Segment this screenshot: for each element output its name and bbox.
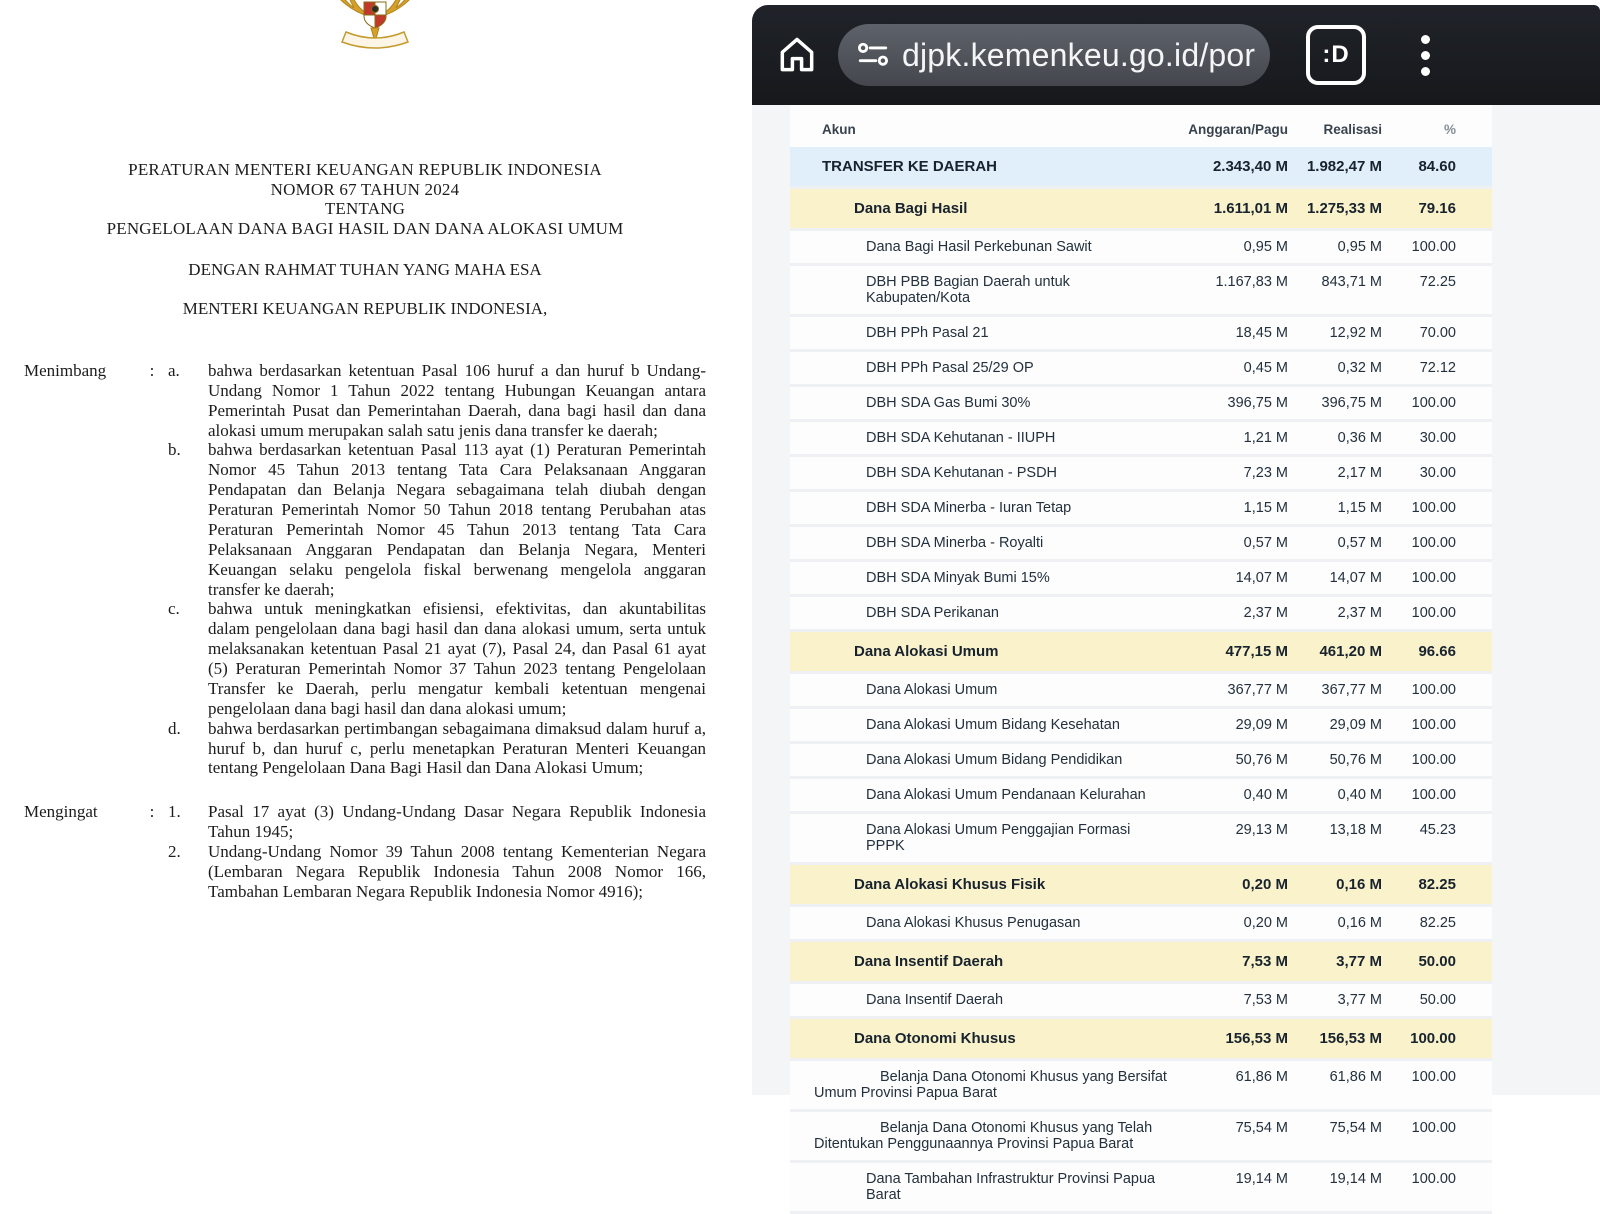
row-pct-value: 100.00 [1411, 500, 1456, 516]
table-row[interactable] [790, 942, 1492, 984]
clause-item [168, 802, 706, 842]
invocation-line: DENGAN RAHMAT TUHAN YANG MAHA ESA [188, 259, 542, 279]
table-row[interactable] [790, 387, 1492, 422]
table-row[interactable] [790, 562, 1492, 597]
row-pct-value: 84.60 [1418, 158, 1456, 175]
row-realisasi-value: 1,15 M [1337, 500, 1382, 516]
row-anggaran-value: 61,86 M [1235, 1069, 1288, 1085]
browser-menu-button[interactable] [1410, 27, 1440, 83]
clause-item [168, 361, 706, 441]
table-row[interactable] [790, 1112, 1492, 1163]
row-account-label: Dana Alokasi Umum [854, 643, 999, 660]
row-account-label: DBH PPh Pasal 21 [866, 325, 989, 341]
table-row[interactable] [790, 597, 1492, 632]
row-pct-value: 100.00 [1411, 239, 1456, 255]
row-account-label: Dana Alokasi Khusus Fisik [854, 876, 1046, 893]
row-anggaran-value: 7,23 M [1243, 465, 1288, 481]
row-pct-value: 100.00 [1411, 1069, 1456, 1085]
table-row[interactable] [790, 1019, 1492, 1061]
row-realisasi-value: 3,77 M [1337, 992, 1382, 1008]
table-row[interactable] [790, 814, 1492, 865]
row-account-label: Dana Tambahan Infrastruktur Provinsi Papua Barat [866, 1171, 1156, 1203]
row-realisasi-value: 12,92 M [1329, 325, 1382, 341]
row-realisasi-value: 1.982,47 M [1306, 158, 1382, 175]
tab-switcher-button[interactable] [1306, 25, 1366, 85]
row-realisasi-value: 2,17 M [1337, 465, 1382, 481]
clause-item-text: Pasal 17 ayat (3) Undang-Undang Dasar Negara Republik Indonesia Tahun 1945; [208, 802, 706, 842]
row-account-label: DBH SDA Perikanan [866, 605, 999, 621]
row-pct-value: 82.25 [1419, 915, 1456, 931]
table-row[interactable] [790, 744, 1492, 779]
row-anggaran-value: 0,40 M [1243, 787, 1288, 803]
row-account-label: DBH SDA Minyak Bumi 15% [866, 570, 1050, 586]
row-realisasi-value: 156,53 M [1319, 1030, 1382, 1047]
table-row[interactable] [790, 189, 1492, 231]
row-account-label: Dana Bagi Hasil Perkebunan Sawit [866, 239, 1092, 255]
tab-count-badge: :D [1322, 41, 1350, 68]
menimbang-items [168, 361, 706, 778]
table-row[interactable] [790, 984, 1492, 1019]
row-account-label: Belanja Dana Otonomi Khusus yang Telah Ditentukan Penggunaannya Provinsi Papua Barat [814, 1120, 1153, 1152]
mengingat-label: Mengingat [24, 802, 98, 822]
row-account-label: Dana Alokasi Umum Penggajian Formasi PPPK [866, 822, 1131, 854]
row-anggaran-value: 0,95 M [1243, 239, 1288, 255]
column-header-akun[interactable]: Akun [822, 122, 856, 137]
row-realisasi-value: 0,32 M [1337, 360, 1382, 376]
column-header-pct[interactable]: % [1443, 122, 1456, 137]
row-anggaran-value: 367,77 M [1227, 682, 1288, 698]
row-account-label: Dana Insentif Daerah [854, 953, 1004, 970]
row-anggaran-value: 7,53 M [1243, 992, 1288, 1008]
row-pct-value: 72.12 [1419, 360, 1456, 376]
row-pct-value: 70.00 [1419, 325, 1456, 341]
row-anggaran-value: 19,14 M [1235, 1171, 1288, 1187]
menimbang-colon: : [149, 360, 155, 380]
row-realisasi-value: 1.275,33 M [1306, 200, 1382, 217]
row-pct-value: 100.00 [1410, 1030, 1456, 1047]
table-row[interactable] [790, 907, 1492, 942]
row-anggaran-value: 1,21 M [1243, 430, 1288, 446]
menimbang-section [24, 361, 706, 778]
row-realisasi-value: 461,20 M [1319, 643, 1382, 660]
clause-item-marker: b. [168, 440, 181, 460]
title-line-3: TENTANG [324, 199, 406, 219]
menu-dot [1421, 35, 1430, 44]
title-line-2: NOMOR 67 TAHUN 2024 [270, 179, 460, 199]
row-account-label: DBH PBB Bagian Daerah untuk Kabupaten/Kota [866, 274, 1070, 306]
clause-item [168, 599, 706, 718]
row-account-label: Dana Alokasi Umum [866, 682, 998, 698]
url-text: djpk.kemenkeu.go.id/por [902, 36, 1256, 73]
clause-item-marker: c. [168, 599, 180, 619]
row-realisasi-value: 61,86 M [1329, 1069, 1382, 1085]
row-pct-value: 96.66 [1418, 643, 1456, 660]
row-pct-value: 30.00 [1419, 465, 1456, 481]
row-anggaran-value: 1.167,83 M [1215, 274, 1288, 290]
authority-line: MENTERI KEUANGAN REPUBLIK INDONESIA, [182, 298, 548, 318]
row-anggaran-value: 0,57 M [1243, 535, 1288, 551]
row-account-label: Dana Insentif Daerah [866, 992, 1004, 1008]
home-button[interactable] [774, 32, 820, 78]
row-realisasi-value: 0,16 M [1337, 915, 1382, 931]
row-realisasi-value: 2,37 M [1337, 605, 1382, 621]
clause-item [168, 719, 706, 779]
row-realisasi-value: 0,36 M [1337, 430, 1382, 446]
table-row[interactable] [790, 317, 1492, 352]
row-anggaran-value: 0,20 M [1242, 876, 1288, 893]
row-pct-value: 100.00 [1411, 535, 1456, 551]
row-pct-value: 79.16 [1418, 200, 1456, 217]
row-realisasi-value: 0,40 M [1337, 787, 1382, 803]
table-row[interactable] [790, 266, 1492, 317]
row-account-label: DBH PPh Pasal 25/29 OP [866, 360, 1034, 376]
column-header-realisasi[interactable]: Realisasi [1323, 122, 1382, 137]
row-anggaran-value: 1.611,01 M [1213, 200, 1288, 217]
row-realisasi-value: 0,95 M [1337, 239, 1382, 255]
row-account-label: Belanja Dana Otonomi Khusus yang Bersifat Umum Provinsi Papua Barat [814, 1069, 1167, 1101]
row-account-label: Dana Alokasi Umum Pendanaan Kelurahan [866, 787, 1146, 803]
title-line-1: PERATURAN MENTERI KEUANGAN REPUBLIK INDONESIA [128, 160, 602, 179]
table-header-row [790, 105, 1492, 147]
row-anggaran-value: 2,37 M [1243, 605, 1288, 621]
regulation-document-page [24, 0, 706, 1095]
clause-item-marker: a. [168, 360, 180, 380]
row-pct-value: 100.00 [1411, 682, 1456, 698]
row-anggaran-value: 14,07 M [1235, 570, 1288, 586]
row-realisasi-value: 3,77 M [1336, 953, 1382, 970]
clause-item [168, 440, 706, 599]
row-pct-value: 100.00 [1411, 605, 1456, 621]
clause-item-marker: 2. [168, 842, 181, 861]
mengingat-section [24, 802, 706, 901]
row-realisasi-value: 0,57 M [1337, 535, 1382, 551]
table-row[interactable] [790, 632, 1492, 674]
row-anggaran-value: 1,15 M [1243, 500, 1288, 516]
row-pct-value: 50.00 [1418, 953, 1456, 970]
row-realisasi-value: 29,09 M [1329, 717, 1382, 733]
menu-dot [1421, 67, 1430, 76]
row-realisasi-value: 14,07 M [1329, 570, 1382, 586]
row-account-label: DBH SDA Minerba - Royalti [866, 535, 1044, 551]
mengingat-items [168, 802, 706, 901]
row-anggaran-value: 29,13 M [1235, 822, 1288, 838]
row-anggaran-value: 477,15 M [1225, 643, 1288, 660]
url-bar[interactable] [838, 24, 1270, 86]
row-pct-value: 100.00 [1411, 717, 1456, 733]
transfer-table [790, 105, 1492, 1214]
clause-item [168, 842, 706, 902]
row-anggaran-value: 29,09 M [1235, 717, 1288, 733]
row-account-label: DBH SDA Kehutanan - PSDH [866, 465, 1058, 481]
row-realisasi-value: 50,76 M [1329, 752, 1382, 768]
title-line-4: PENGELOLAAN DANA BAGI HASIL DAN DANA ALOKASI UMUM [106, 219, 624, 239]
row-realisasi-value: 396,75 M [1321, 395, 1382, 411]
row-account-label: Dana Otonomi Khusus [854, 1030, 1016, 1047]
row-realisasi-value: 19,14 M [1329, 1171, 1382, 1187]
table-row[interactable] [790, 527, 1492, 562]
row-account-label: Dana Alokasi Umum Bidang Pendidikan [866, 752, 1123, 768]
row-realisasi-value: 13,18 M [1329, 822, 1382, 838]
row-pct-value: 100.00 [1411, 395, 1456, 411]
clause-item-text: bahwa berdasarkan pertimbangan sebagaimana dimaksud dalam huruf a, huruf b, dan huruf c, perlu menetapkan Peraturan Menteri Keuangan tentang Pengelolaan Dana Bagi Hasil dan Dana Alokasi Umum; [208, 718, 706, 778]
home-icon [775, 33, 819, 77]
clause-item-text: bahwa berdasarkan ketentuan Pasal 113 ayat (1) Peraturan Pemerintah Nomor 45 Tahun 2013 tentang Tata Cara Pelaksanaan Anggaran Pendapatan dan Belanja Negara sebagaimana telah diubah dengan Peraturan Pemerintah Nomor 50 Tahun 2018 tentang Perubahan atas Peraturan Pemerintah Nomor 45 Tahun 2013 tentang Tata Cara Pelaksanaan Anggaran Pendapatan dan Belanja Negara, Menteri Keuangan selaku pengelola fiskal berwenang mengelola anggaran transfer ke daerah; [208, 440, 706, 599]
table-row[interactable] [790, 457, 1492, 492]
site-settings-icon [856, 40, 890, 70]
row-account-label: DBH SDA Kehutanan - IIUPH [866, 430, 1056, 446]
clause-item-marker: 1. [168, 802, 181, 822]
row-pct-value: 100.00 [1411, 752, 1456, 768]
document-title [24, 160, 706, 239]
row-realisasi-value: 843,71 M [1321, 274, 1382, 290]
row-anggaran-value: 396,75 M [1227, 395, 1288, 411]
row-pct-value: 30.00 [1419, 430, 1456, 446]
row-pct-value: 50.00 [1419, 992, 1456, 1008]
table-row[interactable] [790, 865, 1492, 907]
table-row[interactable] [790, 147, 1492, 189]
row-pct-value: 72.25 [1419, 274, 1456, 290]
row-account-label: DBH SDA Minerba - Iuran Tetap [866, 500, 1072, 516]
table-row[interactable] [790, 779, 1492, 814]
row-pct-value: 45.23 [1419, 822, 1456, 838]
clause-item-marker: d. [168, 718, 181, 738]
column-header-anggaran[interactable]: Anggaran/Pagu [1188, 122, 1288, 137]
row-pct-value: 100.00 [1411, 787, 1456, 803]
table-row[interactable] [790, 231, 1492, 266]
menimbang-label: Menimbang [24, 360, 107, 380]
browser-viewport [752, 105, 1600, 1203]
row-realisasi-value: 0,16 M [1336, 876, 1382, 893]
row-anggaran-value: 50,76 M [1235, 752, 1288, 768]
row-anggaran-value: 156,53 M [1225, 1030, 1288, 1047]
browser-toolbar [752, 5, 1600, 105]
row-account-label: Dana Bagi Hasil [854, 200, 968, 217]
table-row[interactable] [790, 674, 1492, 709]
table-body [790, 147, 1492, 1214]
mengingat-colon: : [149, 802, 155, 822]
table-row[interactable] [790, 1061, 1492, 1112]
row-anggaran-value: 2.343,40 M [1212, 158, 1288, 175]
row-anggaran-value: 7,53 M [1242, 953, 1288, 970]
row-anggaran-value: 75,54 M [1235, 1120, 1288, 1136]
row-anggaran-value: 0,20 M [1243, 915, 1288, 931]
clause-item-text: bahwa berdasarkan ketentuan Pasal 106 huruf a dan huruf b Undang-Undang Nomor 1 Tahun 2022 tentang Hubungan Keuangan antara Pemerintah Pusat dan Pemerintahan Daerah, dana bagi hasil dan dana alokasi umum merupakan salah satu jenis dana transfer ke daerah; [208, 360, 706, 440]
row-account-label: DBH SDA Gas Bumi 30% [866, 395, 1031, 411]
row-pct-value: 100.00 [1411, 1120, 1456, 1136]
table-row[interactable] [790, 492, 1492, 527]
row-pct-value: 82.25 [1418, 876, 1456, 893]
clause-item-text: Undang-Undang Nomor 39 Tahun 2008 tentang Kementerian Negara (Lembaran Negara Republik Indonesia Tahun 2008 Nomor 166, Tambahan Lembaran Negara Republik Indonesia Nomor 4916); [208, 842, 706, 901]
clause-item-text: bahwa untuk meningkatkan efisiensi, efektivitas, dan akuntabilitas dalam pengelolaan dana bagi hasil dan dana alokasi umum, serta untuk melaksanakan ketentuan Pasal 21 ayat (7), Pasal 24, dan Pasal 61 ayat (5) Peraturan Pemerintah Nomor 37 Tahun 2023 tentang Pengelolaan Transfer ke Daerah, perlu mengatur kembali ketentuan mengenai pengelolaan dana bagi hasil dan dana alokasi umum; [208, 599, 706, 718]
table-row[interactable] [790, 1163, 1492, 1214]
row-anggaran-value: 0,45 M [1243, 360, 1288, 376]
row-anggaran-value: 18,45 M [1235, 325, 1288, 341]
table-row[interactable] [790, 352, 1492, 387]
row-realisasi-value: 367,77 M [1321, 682, 1382, 698]
row-realisasi-value: 75,54 M [1329, 1120, 1382, 1136]
row-pct-value: 100.00 [1411, 1171, 1456, 1187]
row-account-label: TRANSFER KE DAERAH [822, 158, 998, 175]
menu-dot [1421, 51, 1430, 60]
row-account-label: Dana Alokasi Umum Bidang Kesehatan [866, 717, 1120, 733]
table-row[interactable] [790, 422, 1492, 457]
row-pct-value: 100.00 [1411, 570, 1456, 586]
garuda-pancasila-emblem-icon [316, 0, 434, 56]
row-account-label: Dana Alokasi Khusus Penugasan [866, 915, 1081, 931]
table-row[interactable] [790, 709, 1492, 744]
